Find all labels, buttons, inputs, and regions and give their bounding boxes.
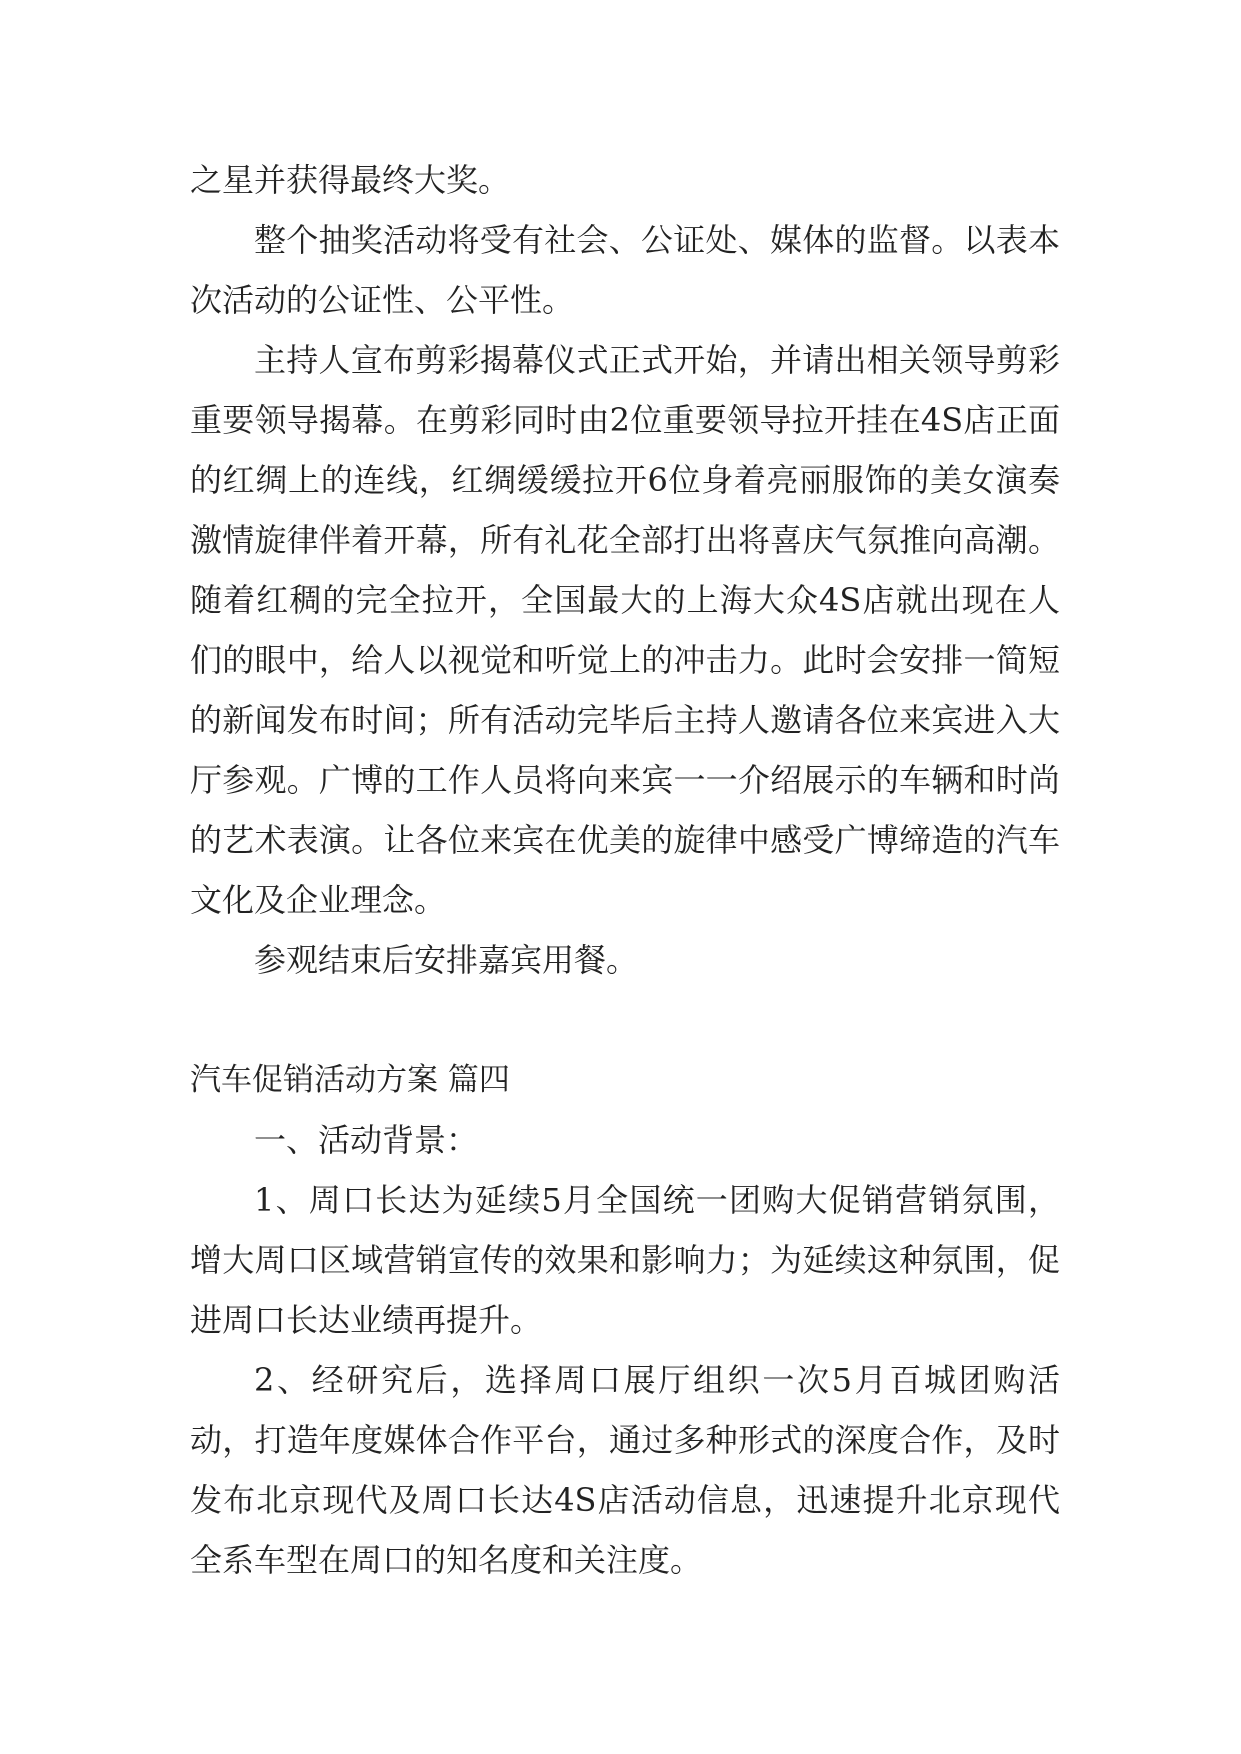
section-heading: 汽车促销活动方案 篇四 [190, 1062, 510, 1098]
paragraph-ribbon-cutting: 主持人宣布剪彩揭幕仪式正式开始，并请出相关领导剪彩重要领导揭幕。在剪彩同时由2位重要领导拉开挂在4S店正面的红绸上的连线，红绸缓缓拉开6位身着亮丽服饰的美女演奏激情旋律伴着开幕，所有礼花全部打出将喜庆气氛推向高潮。随着红稠的完全拉开，全国最大的上海大众4S店就出现在人们的眼中，给人以视觉和听觉上的冲击力。此时会安排一简短的新闻发布时间；所有活动完毕后主持人邀请各位来宾进入大厅参观。广博的工作人员将向来宾一一介绍展示的车辆和时尚的艺术表演。让各位来宾在优美的旋律中感受广博缔造的汽车文化及企业理念。 [190, 341, 1060, 919]
paragraph-dinner: 参观结束后安排嘉宾用餐。 [254, 941, 639, 979]
paragraph-background-2: 2、经研究后，选择周口展厅组织一次5月百城团购活动，打造年度媒体合作平台，通过多种形式的深度合作，及时发布北京现代及周口长达4S店活动信息，迅速提升北京现代全系车型在周口的知名度和关注度。 [190, 1361, 1060, 1579]
subheading-background: 一、活动背景： [254, 1121, 479, 1159]
paragraph-lottery-supervision: 整个抽奖活动将受有社会、公证处、媒体的监督。以表本次活动的公证性、公平性。 [190, 221, 1060, 319]
paragraph-background-1: 1、周口长达为延续5月全国统一团购大促销营销氛围，增大周口区域营销宣传的效果和影响力；为延续这种氛围，促进周口长达业绩再提升。 [190, 1181, 1060, 1339]
document-body [190, 150, 1060, 1590]
section-spacer [190, 990, 1060, 1050]
paragraph-continued: 之星并获得最终大奖。 [190, 161, 511, 199]
